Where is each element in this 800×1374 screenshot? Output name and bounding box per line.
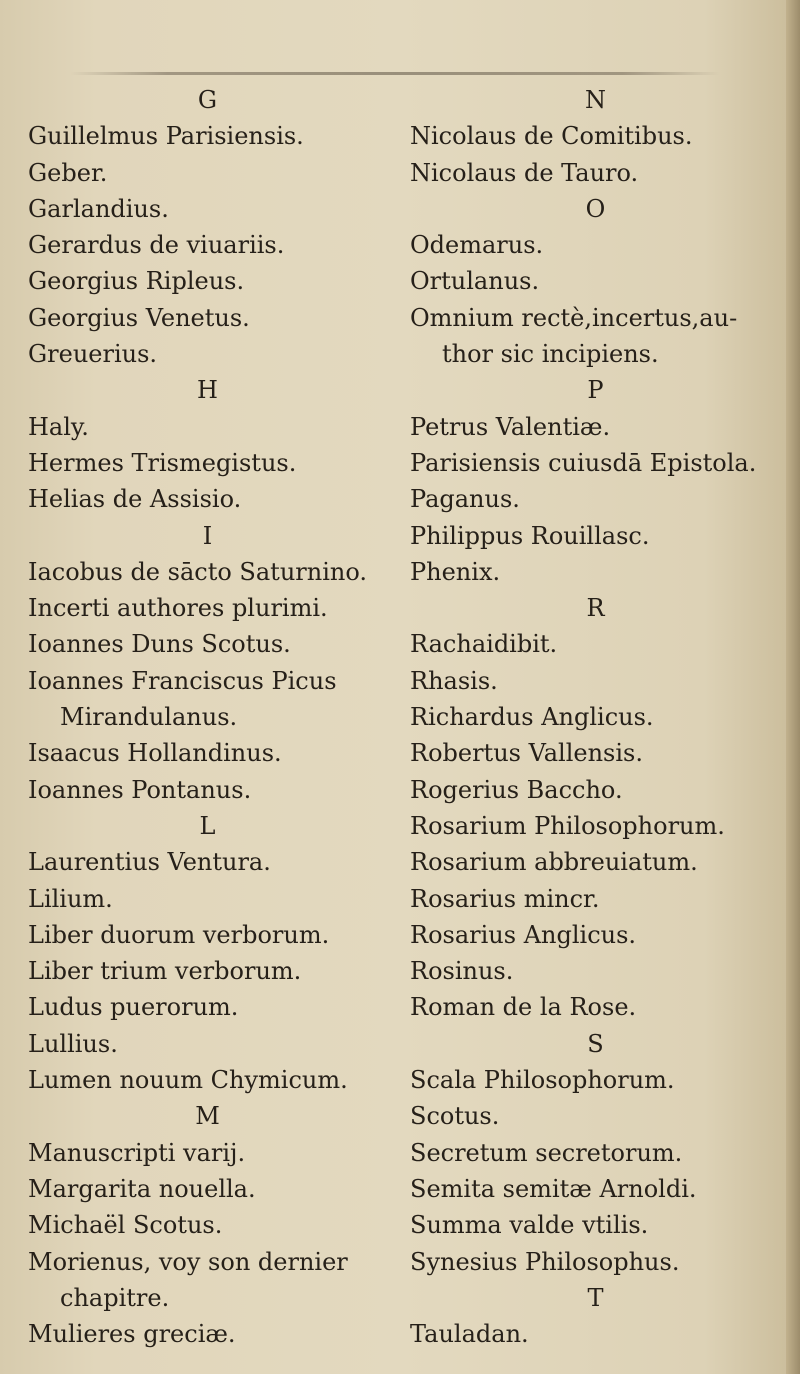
author-entry: Ludus puerorum. [28,993,239,1022]
author-entry: Petrus Valentiæ. [410,412,611,441]
author-entry: Liber duorum verborum. [28,920,330,949]
author-entry: Hermes Trismegistus. [28,448,297,477]
author-entry: Rachaidibit. [410,630,558,659]
author-entry: Philippus Rouillasc. [410,521,650,550]
author-entry: Guillelmus Parisiensis. [28,122,304,151]
author-entry: Roman de la Rose. [410,993,637,1022]
author-entry: Ioannes Franciscus Picus [28,666,337,695]
entry-continuation: thor sic incipiens. [442,340,659,369]
author-entry: Greuerius. [28,340,158,369]
author-entry: Lumen nouum Chymicum. [28,1066,348,1095]
author-entry: Geber. [28,158,108,187]
author-entry: Liber trium verborum. [28,957,302,986]
author-entry: Odemarus. [410,231,544,260]
author-entry: Laurentius Ventura. [28,848,271,877]
author-entry: Ioannes Pontanus. [28,775,252,804]
author-entry: Garlandius. [28,194,169,223]
author-entry: Incerti authores plurimi. [28,594,328,623]
author-entry: Secretum secretorum. [410,1138,683,1167]
author-entry: Robertus Vallensis. [410,739,643,768]
author-entry: Helias de Assisio. [28,485,242,514]
author-entry: Mulieres greciæ. [28,1320,236,1349]
author-entry: Semita semitæ Arnoldi. [410,1174,697,1203]
author-entry: Scala Philosophorum. [410,1066,675,1095]
entry-continuation: chapitre. [60,1283,170,1312]
author-entry: Parisiensis cuiusdā Epistola. [410,448,757,477]
letter-heading: L [199,811,217,840]
author-entry: Rosarius mincr. [410,884,600,913]
author-entry: Scotus. [410,1102,500,1131]
author-entry: Haly. [28,412,89,441]
letter-heading: S [587,1029,605,1058]
author-entry: Richardus Anglicus. [410,703,654,732]
author-entry: Phenix. [410,557,501,586]
top-rule [70,72,720,75]
author-entry: Morienus, voy son dernier [28,1247,348,1276]
letter-heading: G [197,86,219,114]
author-entry: Margarita nouella. [28,1174,256,1203]
author-entry: Ioannes Duns Scotus. [28,630,291,659]
author-entry: Nicolaus de Comitibus. [410,122,693,151]
author-entry: Ortulanus. [410,267,540,296]
author-entry: Lullius. [28,1029,118,1058]
left-column [28,82,388,1352]
author-entry: Synesius Philosophus. [410,1247,680,1276]
author-entry: Iacobus de sācto Saturnino. [28,557,367,586]
letter-heading: M [195,1102,221,1131]
author-entry: Rosinus. [410,957,514,986]
page-edge [786,0,800,1374]
author-entry: Rosarius Anglicus. [410,920,637,949]
author-entry: Rosarium Philosophorum. [410,811,725,840]
letter-heading: T [587,1283,605,1312]
author-entry: Isaacus Hollandinus. [28,739,282,768]
entry-continuation: Mirandulanus. [60,703,238,732]
author-entry: Summa valde vtilis. [410,1211,649,1240]
author-entry: Georgius Venetus. [28,303,250,332]
author-entry: Manuscripti varij. [28,1138,246,1167]
author-entry: Michaël Scotus. [28,1211,223,1240]
author-entry: Georgius Ripleus. [28,267,245,296]
author-entry: Rosarium abbreuiatum. [410,848,698,877]
author-entry: Lilium. [28,884,113,913]
author-entry: Gerardus de viuariis. [28,231,285,260]
author-entry: Rhasis. [410,666,498,695]
letter-heading: N [585,86,607,114]
author-entry: Omnium rectè,incertus,au- [410,303,738,332]
letter-heading: P [587,376,605,405]
author-entry: Rogerius Baccho. [410,775,623,804]
author-entry: Nicolaus de Tauro. [410,158,639,187]
letter-heading: H [197,376,219,405]
right-column [410,82,782,1352]
letter-heading: R [586,594,606,623]
author-entry: Paganus. [410,485,520,514]
author-entry: Tauladan. [410,1320,529,1349]
letter-heading: O [585,194,607,223]
letter-heading: I [202,521,214,550]
